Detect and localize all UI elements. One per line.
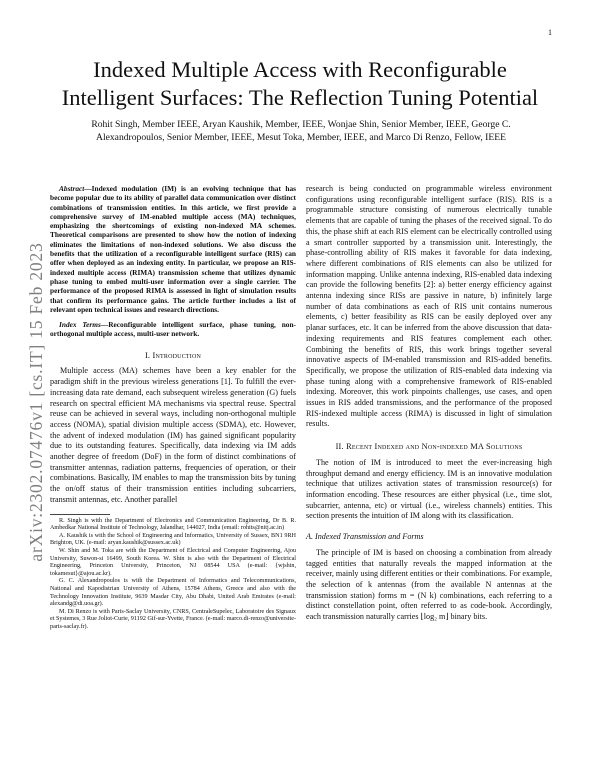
abstract bbox=[50, 184, 296, 314]
left-column bbox=[50, 184, 296, 632]
abstract-text: —Indexed modulation (IM) is an evolving technique that has become popular due to its ability of parallel data communication over distinct combinations of transmission entities. In this article, we first provide a comprehensive survey of IM-enabled multiple access (MA) techniques, emphasizing the shortcomings of existing non-indexed MA schemes. Theoretical comparisons are presented to show how the notion of indexing eliminates the limitations of non-indexed solutions. We also discuss the benefits that the utilization of a reconfigurable intelligent surface (RIS) can offer when deployed as an indexing entity. In particular, we propose an RIS-indexed multiple access (RIMA) transmission scheme that utilizes dynamic phase tuning to embed multi-user information over a single carrier. The performance of the proposed RIMA is assessed in light of simulation results that confirm its performance gains. The article further includes a list of relevant open technical issues and research directions. bbox=[50, 184, 296, 314]
introduction-paragraph: Multiple access (MA) schemes have been a key enabler for the paradigm shift in the previous wireless generations [1]. To fulfill the ever-increasing data rate demand, each subsequent wireless generation (G) fuels research on spectral efficient MA mechanisms via spectral reuse. Spectral reuse can be achieved in several ways, including non-orthogonal multiple access (NOMA), spatial division multiple access (SDMA), etc. However, the advent of indexed modulation (IM) has gained significant popularity due to its outstanding features. Specifically, data indexing via IM adds another degree of freedom (DoF) in the form of distinct combinations of transmitter antennas, radiation patterns, frequencies of operation, or their combinations. Basically, IM enables to map the transmission bits by tuning the on/off status of their transmission entities including subcarriers, transmit antennas, etc. Another parallel bbox=[50, 366, 296, 504]
abstract-lead: Abstract bbox=[59, 184, 85, 193]
footnote-kaushik: A. Kaushik is with the School of Engineering and Informatics, University of Sussex, BN1 9RH Brighton, UK. (e-mail: aryan.kaushik@sussex.ac.uk) bbox=[50, 532, 296, 547]
section-heading-introduction: I. Introduction bbox=[144, 350, 202, 360]
footnote-singh: R. Singh is with the Department of Electronics and Communication Engineering, Dr B. R. Ambedkar National Institute of Technology, Jalandhar, 144027, India (email: rohits@nitj.ac.in) bbox=[50, 517, 296, 532]
arxiv-stamp: arXiv:2302.07476v1 [cs.IT] 15 Feb 2023 bbox=[26, 242, 46, 562]
im-notion-paragraph: The notion of IM is introduced to meet the ever-increasing high throughput demand and energy efficiency. IM is an innovative modulation technique that utilizes activation states of transmission resource(s) for information encoding. These resources are either physical (i.e., time slot, subcarrier, antenna, etc) or virtual (i.e., wireless channels) entities. This section presents the intuition of IM along with its classification. bbox=[306, 457, 552, 521]
right-column bbox=[306, 184, 552, 623]
footnote-shin-toka: W. Shin and M. Toka are with the Department of Electrical and Computer Engineering, Ajou University, Suwon-si 16499, South Korea. W. Shin is also with the Department of Electrical Engineering, Princeton University, Princeton, NJ 08544 USA (e-mail: {wjshin, tokamesut}@ajou.ac.kr). bbox=[50, 547, 296, 577]
im-principle-paragraph: The principle of IM is based on choosing a combination from already tagged entities that naturally reveals the mapped information at the receiver, mainly using different entities or their combinations. For example, the selection of k antennas (from the available N antennas at the transmission station) forms m = (N k) combinations, each referring to a distinct constellation point, often referred to as code-book. Accordingly, each transmission naturally carries ⌊log₂ m⌋ binary bits. bbox=[306, 547, 552, 622]
paper-title bbox=[40, 56, 560, 112]
title-line-2: Intelligent Surfaces: The Reflection Tuning Potential bbox=[61, 85, 539, 110]
ris-paragraph: research is being conducted on programmable wireless environment configurations using reconfigurable intelligent surface (RIS). RIS is a programmable structure consisting of numerous electrically tunable elements that are capable of tuning the phases of the received signal. To do this, the phase shift at each RIS element can be electrically controlled using a smart controller supported by a transmission unit. Interestingly, the phase-controlling ability of RIS makes it favorable for data indexing, where different combinations of RIS elements can also be utilized for information mapping. Unlike antenna indexing, RIS-enabled data indexing can provide the following benefits [2]: a) better energy efficiency against antenna indexing since RISs are passive in nature, b) infinitely large number of data combinations as each of RIS unit contains numerous elements, c) better feasibility as RIS can be easily deployed over any planar surfaces, etc. It can be inferred from the above discussion that data-indexing requirements and RIS features complement each other. Combining the benefits of RIS, this work brings together several innovative aspects of IM-enabled transmission and RIS-added benefits. Specifically, we propose the utilization of RIS-enabled data indexing via phase tuning along with a comprehensive framework of RIS-enabled indexing. Moreover, this work pinpoints challenges, use cases, and open issues in RIS added transmissions, and the performance of the proposed RIS-indexed multiple access (RIMA) is discussed in light of simulation results. bbox=[306, 184, 552, 429]
index-terms-text: —Reconfigurable intelligent surface, phase tuning, non-orthogonal multiple access, multi-user network. bbox=[50, 320, 296, 339]
footnote-alexandropoulos: G. C. Alexandropoulos is with the Department of Informatics and Telecommunications, National and Kapodistrian University of Athens, 15784 Athens, Greece and also with the Technology Innovation Institute, 9639 Masdar City, Abu Dhabi, United Arab Emirates (e-mail: alexandg@di.uoa.gr). bbox=[50, 578, 296, 608]
subsection-heading-indexed-transmission: A. Indexed Transmission and Forms bbox=[306, 532, 424, 542]
author-list: Rohit Singh, Member IEEE, Aryan Kaushik, Member, IEEE, Wonjae Shin, Senior Member, IEEE, George C. Alexandropoulos, Senior Member, IEEE, Mesut Toka, Member, IEEE, and Marco Di Renzo, Fellow, IEEE bbox=[91, 119, 511, 143]
section-heading-recent-solutions: II. Recent Indexed and Non-indexed MA Solutions bbox=[335, 442, 523, 452]
page-number: 1 bbox=[548, 28, 552, 37]
index-terms bbox=[50, 320, 296, 339]
footnote-divider bbox=[50, 514, 110, 515]
footnote-direnzo: M. Di Renzo is with Paris-Saclay University, CNRS, CentraleSupelec, Laboratoire des Signaux et Systemes, 3 Rue Joliot-Curie, 91192 Gif-sur-Yvette, France. (e-mail: marco.di-renzo@universite-paris-saclay.fr). bbox=[50, 608, 296, 630]
title-line-1: Indexed Multiple Access with Reconfigurable bbox=[93, 57, 507, 82]
index-terms-lead: Index Terms bbox=[59, 320, 101, 330]
